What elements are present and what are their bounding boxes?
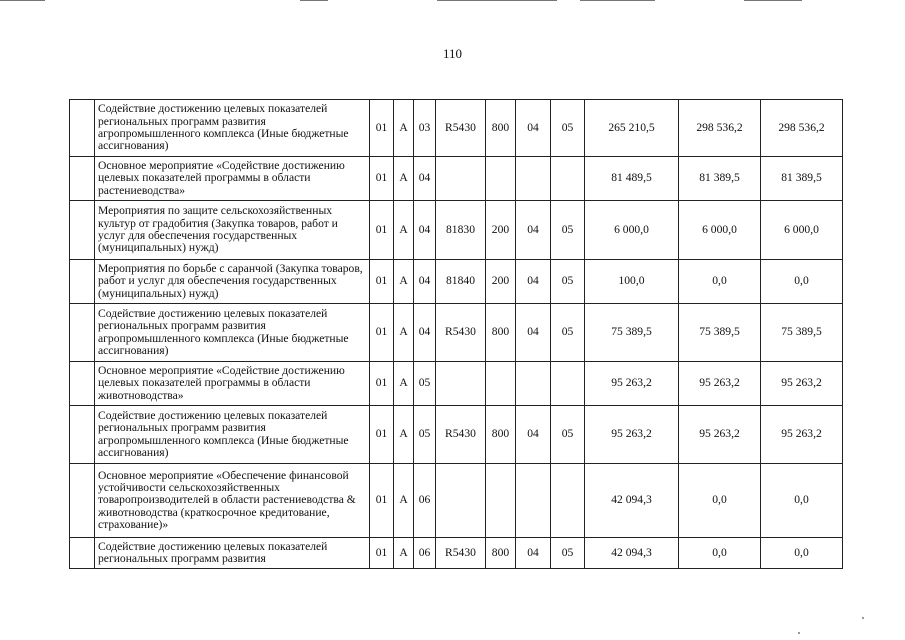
row-number-cell <box>70 260 95 304</box>
code-program-letter: А <box>394 464 414 538</box>
amount-year-2: 0,0 <box>679 538 761 569</box>
code-program-letter: А <box>394 260 414 304</box>
code-direction: R5430 <box>436 538 486 569</box>
row-description: Мероприятия по защите сельскохозяйственных культур от градобития (Закупка товаров, работ и услуг для обеспечения государственных (муниципальных) нужд) <box>95 201 370 260</box>
amount-year-2: 81 389,5 <box>679 157 761 201</box>
code-ministry: 01 <box>370 362 394 406</box>
table-row <box>70 260 843 304</box>
code-direction <box>436 464 486 538</box>
code-direction: 81840 <box>436 260 486 304</box>
amount-year-3: 0,0 <box>761 260 843 304</box>
code-direction: R5430 <box>436 304 486 362</box>
code-ministry: 01 <box>370 538 394 569</box>
row-description: Основное мероприятие «Обеспечение финансовой устойчивости сельскохозяйственных товаропроизводителей в области растениеводства & животноводства (краткосрочное кредитование, страхование)» <box>95 464 370 538</box>
scan-edge-line <box>580 0 655 1</box>
code-direction: R5430 <box>436 406 486 464</box>
code-program-letter: А <box>394 406 414 464</box>
code-section <box>516 362 551 406</box>
code-expense-type: 200 <box>486 260 516 304</box>
code-direction <box>436 157 486 201</box>
scan-edge-line <box>744 0 802 1</box>
code-program-letter: А <box>394 201 414 260</box>
code-section: 04 <box>516 304 551 362</box>
table-row <box>70 406 843 464</box>
amount-year-2: 75 389,5 <box>679 304 761 362</box>
amount-year-3: 81 389,5 <box>761 157 843 201</box>
code-subprogram: 05 <box>414 406 436 464</box>
row-number-cell <box>70 100 95 157</box>
row-number-cell <box>70 201 95 260</box>
code-direction: R5430 <box>436 100 486 157</box>
code-subprogram: 05 <box>414 362 436 406</box>
code-subsection <box>551 464 585 538</box>
scan-edge-line <box>0 0 45 1</box>
row-number-cell <box>70 362 95 406</box>
table-body <box>70 100 843 569</box>
code-section <box>516 157 551 201</box>
code-ministry: 01 <box>370 304 394 362</box>
amount-year-1: 95 263,2 <box>585 406 679 464</box>
table-row <box>70 464 843 538</box>
code-subprogram: 06 <box>414 464 436 538</box>
table-row <box>70 100 843 157</box>
row-description: Основное мероприятие «Содействие достижению целевых показателей программы в области животноводства» <box>95 362 370 406</box>
amount-year-2: 95 263,2 <box>679 406 761 464</box>
table-row <box>70 538 843 569</box>
code-expense-type <box>486 464 516 538</box>
table-row <box>70 304 843 362</box>
amount-year-1: 81 489,5 <box>585 157 679 201</box>
amount-year-2: 298 536,2 <box>679 100 761 157</box>
code-subprogram: 06 <box>414 538 436 569</box>
code-subprogram: 03 <box>414 100 436 157</box>
row-number-cell <box>70 464 95 538</box>
amount-year-3: 0,0 <box>761 464 843 538</box>
budget-table <box>69 99 843 569</box>
code-ministry: 01 <box>370 464 394 538</box>
row-description: Основное мероприятие «Содействие достижению целевых показателей программы в области растениеводства» <box>95 157 370 201</box>
code-subsection <box>551 362 585 406</box>
row-description: Содействие достижению целевых показателей региональных программ развития агропромышленного комплекса (Иные бюджетные ассигнования) <box>95 304 370 362</box>
code-section: 04 <box>516 201 551 260</box>
amount-year-1: 6 000,0 <box>585 201 679 260</box>
code-program-letter: А <box>394 304 414 362</box>
row-description: Содействие достижению целевых показателей региональных программ развития агропромышленного комплекса (Иные бюджетные ассигнования) <box>95 100 370 157</box>
page-number: 110 <box>442 46 463 61</box>
amount-year-1: 265 210,5 <box>585 100 679 157</box>
amount-year-2: 6 000,0 <box>679 201 761 260</box>
code-ministry: 01 <box>370 201 394 260</box>
row-description: Содействие достижению целевых показателей региональных программ развития агропромышленного комплекса (Иные бюджетные ассигнования) <box>95 406 370 464</box>
amount-year-1: 100,0 <box>585 260 679 304</box>
row-number-cell <box>70 304 95 362</box>
code-subsection <box>551 157 585 201</box>
amount-year-3: 95 263,2 <box>761 362 843 406</box>
code-program-letter: А <box>394 157 414 201</box>
code-section: 04 <box>516 406 551 464</box>
code-expense-type: 200 <box>486 201 516 260</box>
amount-year-1: 95 263,2 <box>585 362 679 406</box>
code-section: 04 <box>516 100 551 157</box>
table-row <box>70 157 843 201</box>
code-subsection: 05 <box>551 100 585 157</box>
scan-speck <box>862 617 864 619</box>
code-subsection: 05 <box>551 201 585 260</box>
code-subsection: 05 <box>551 538 585 569</box>
code-section: 04 <box>516 260 551 304</box>
code-expense-type: 800 <box>486 538 516 569</box>
scan-speck <box>798 632 800 634</box>
code-ministry: 01 <box>370 157 394 201</box>
code-expense-type <box>486 362 516 406</box>
code-subprogram: 04 <box>414 260 436 304</box>
amount-year-3: 6 000,0 <box>761 201 843 260</box>
code-ministry: 01 <box>370 100 394 157</box>
amount-year-1: 42 094,3 <box>585 538 679 569</box>
table-row <box>70 201 843 260</box>
scan-edge-line <box>437 0 557 1</box>
amount-year-3: 0,0 <box>761 538 843 569</box>
amount-year-1: 42 094,3 <box>585 464 679 538</box>
code-expense-type <box>486 157 516 201</box>
amount-year-1: 75 389,5 <box>585 304 679 362</box>
code-section <box>516 464 551 538</box>
code-subprogram: 04 <box>414 201 436 260</box>
scan-edge-line <box>300 0 328 1</box>
amount-year-3: 75 389,5 <box>761 304 843 362</box>
amount-year-2: 0,0 <box>679 464 761 538</box>
code-program-letter: А <box>394 100 414 157</box>
code-subprogram: 04 <box>414 157 436 201</box>
code-ministry: 01 <box>370 260 394 304</box>
table-row <box>70 362 843 406</box>
code-expense-type: 800 <box>486 406 516 464</box>
code-subsection: 05 <box>551 304 585 362</box>
code-subsection: 05 <box>551 260 585 304</box>
amount-year-3: 298 536,2 <box>761 100 843 157</box>
row-number-cell <box>70 157 95 201</box>
code-subsection: 05 <box>551 406 585 464</box>
code-expense-type: 800 <box>486 304 516 362</box>
code-expense-type: 800 <box>486 100 516 157</box>
code-section: 04 <box>516 538 551 569</box>
row-description: Содействие достижению целевых показателей региональных программ развития <box>95 538 370 569</box>
amount-year-2: 95 263,2 <box>679 362 761 406</box>
code-ministry: 01 <box>370 406 394 464</box>
row-number-cell <box>70 538 95 569</box>
row-description: Мероприятия по борьбе с саранчой (Закупка товаров, работ и услуг для обеспечения государственных (муниципальных) нужд) <box>95 260 370 304</box>
row-number-cell <box>70 406 95 464</box>
amount-year-2: 0,0 <box>679 260 761 304</box>
code-direction <box>436 362 486 406</box>
code-direction: 81830 <box>436 201 486 260</box>
code-program-letter: А <box>394 362 414 406</box>
code-program-letter: А <box>394 538 414 569</box>
code-subprogram: 04 <box>414 304 436 362</box>
amount-year-3: 95 263,2 <box>761 406 843 464</box>
